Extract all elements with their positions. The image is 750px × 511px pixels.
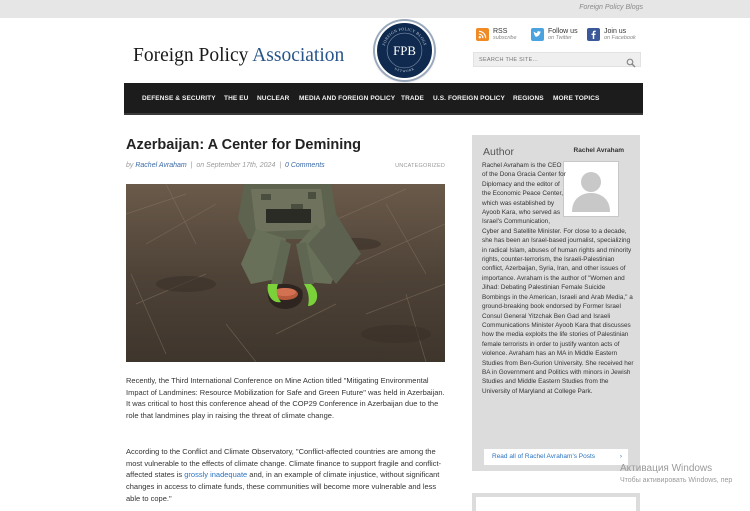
paragraph-2-text-start: According to the Conflict and Climate Observatory, "Conflict-affected countries are among the most vulnerable to the effects of climate change. Climate finance to support fragile and conflict-affected states is: [126, 447, 442, 480]
site-logo[interactable]: [133, 45, 344, 67]
search-icon[interactable]: [626, 55, 636, 65]
fpb-seal-logo[interactable]: [375, 21, 434, 80]
facebook-title: Join us: [604, 28, 627, 35]
site-search: [473, 52, 641, 67]
seal-ring-bottom-text: NETWORK: [393, 66, 416, 74]
sidebar-heading: Author: [483, 146, 514, 158]
nav-defense-security[interactable]: DEFENSE & SECURITY: [142, 95, 216, 102]
publish-date: on September 17th, 2024: [196, 162, 276, 169]
nav-nuclear[interactable]: NUCLEAR: [257, 95, 290, 102]
rss-subscribe-link[interactable]: [476, 28, 517, 44]
byline-prefix: by: [126, 162, 134, 169]
watermark-title: Активация Windows: [620, 463, 713, 474]
nav-us-foreign-policy[interactable]: U.S. FOREIGN POLICY: [433, 95, 505, 102]
author-link[interactable]: Rachel Avraham: [135, 162, 187, 169]
read-all-posts-link[interactable]: [484, 449, 628, 465]
sidebar-author-name[interactable]: Rachel Avraham: [573, 147, 624, 154]
author-bio: [482, 161, 634, 396]
windows-activation-watermark: [620, 463, 732, 484]
article-image: [126, 184, 445, 362]
comments-link[interactable]: 0 Comments: [284, 162, 325, 169]
nav-regions[interactable]: REGIONS: [513, 95, 544, 102]
nav-trade[interactable]: TRADE: [401, 95, 424, 102]
article-paragraph-2: [126, 446, 446, 505]
author-sidebar: [472, 135, 640, 471]
rss-subtitle: subscribe: [493, 35, 517, 41]
article-paragraph-1: Recently, the Third International Conference on Mine Action titled "Mitigating Environmental Impact of Landmines: Resource Mobilization for Safe and Green Future" was held in Azerbaijan. It was critical to host this conference ahead of the COP29 Conference in Azerbaijan due to the role that landmines play in raising the threat of climate change.: [126, 376, 445, 421]
chevron-right-icon: ›: [619, 453, 622, 460]
top-bar: [0, 0, 750, 18]
rss-icon: [476, 28, 489, 41]
seal-ring-top-text: FOREIGN POLICY BLOGS: [381, 26, 428, 47]
main-navigation: [124, 83, 643, 115]
watermark-subtitle: Чтобы активировать Windows, пер: [620, 477, 733, 484]
logo-accent-text: Association: [252, 45, 345, 66]
grossly-inadequate-link[interactable]: grossly inadequate: [184, 470, 248, 480]
author-bio-text: Rachel Avraham is the CEO of the Dona Gracia Center for Diplomacy and the editor of the Economic Peace Center, which was established by Ayoob Kara, who served as Israel's Communication, Cyber and Satellite Minister. For close to a decade, she has been an Israel-based journalist, specializing in radical Islam, abuses of human rights and minority rights, counter-terrorism, the Israeli-Palestinian conflict, Azerbaijan, Syria, Iran, and other issues of importance. Avraham is the author of "Women and Jihad: Debating Palestinian Female Suicide Bombings in the American, Israeli and Arab Media," a ground-breaking book endorsed by Former Israel Consul General Yitzchak Ben Gad and Israeli Communications Minister Ayoob Kara that discusses how the media exploits the life stories of Palestinian female terrorists in order to justify wanton acts of violence. Avraham has an MA in Middle Eastern Studies from Ben-Gurion University. She received her BA in Government and Politics with minors in Jewish Studies and Middle Eastern Studies from the University of Maryland at College Park.: [482, 162, 634, 395]
twitter-icon: [531, 28, 544, 41]
seal-monogram: FPB: [393, 44, 416, 59]
facebook-subtitle: on Facebook: [604, 35, 636, 41]
foreign-policy-blogs-link[interactable]: Foreign Policy Blogs: [579, 4, 643, 11]
paragraph-2-text-end: and, in an example of climate injustice, without significant changes in access to climate funds, these communities will become more vulnerable and less able to cope.": [126, 470, 440, 503]
search-input[interactable]: [479, 55, 619, 65]
logo-main-text: Foreign Policy: [133, 45, 249, 66]
nav-more-topics[interactable]: MORE TOPICS: [553, 95, 600, 102]
facebook-join-link[interactable]: [587, 28, 636, 44]
facebook-icon: [587, 28, 600, 41]
nav-the-eu[interactable]: THE EU: [224, 95, 249, 102]
sidebar-widget: [472, 493, 640, 511]
read-all-posts-label: Read all of Rachel Avraham's Posts: [492, 453, 596, 460]
twitter-follow-link[interactable]: [531, 28, 578, 44]
article-meta: by Rachel Avraham | on September 17th, 2024 | 0 Comments: [126, 162, 325, 169]
rss-title: RSS: [493, 28, 508, 35]
twitter-subtitle: on Twitter: [548, 35, 572, 41]
twitter-title: Follow us: [548, 28, 578, 35]
nav-media-foreign-policy[interactable]: MEDIA AND FOREIGN POLICY: [299, 95, 396, 102]
category-link[interactable]: UNCATEGORIZED: [395, 163, 445, 169]
article-title: Azerbaijan: A Center for Demining: [126, 137, 361, 153]
